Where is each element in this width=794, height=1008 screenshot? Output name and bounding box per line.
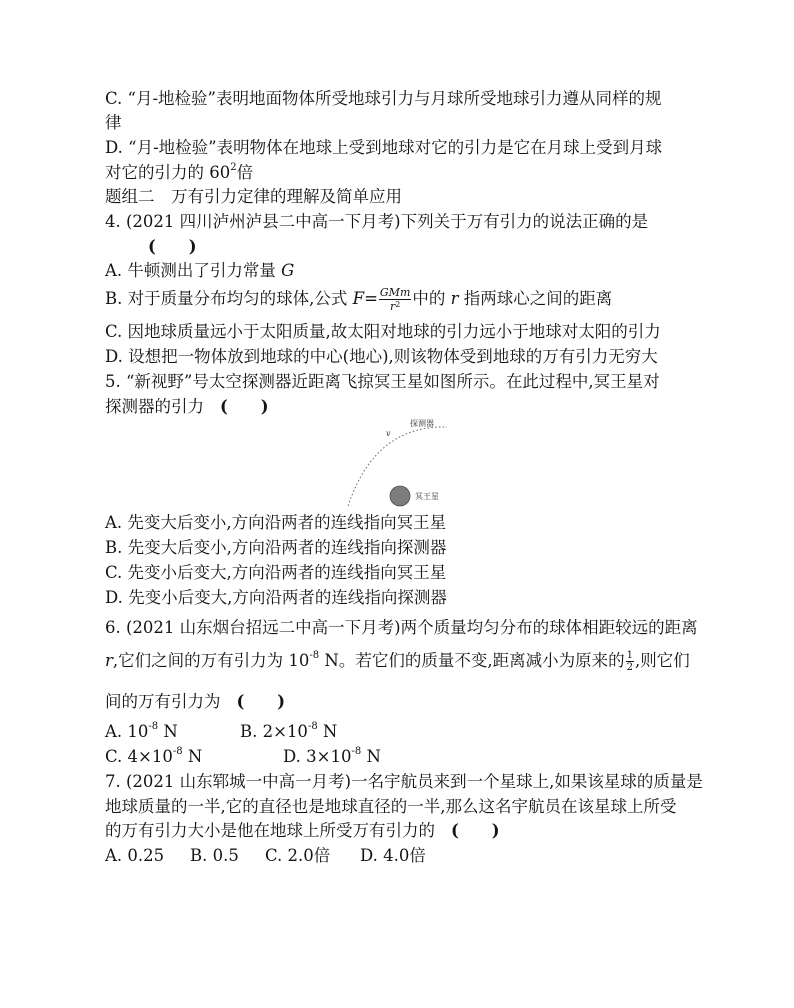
q6-answer-blank: ( ) bbox=[236, 692, 286, 711]
q4-fraction-denominator-exponent: 2 bbox=[395, 300, 401, 309]
q4-fraction-numerator: GMm bbox=[379, 286, 411, 299]
q7-answer-blank: ( ) bbox=[451, 821, 500, 840]
q3-option-d-exponent: 2 bbox=[230, 162, 237, 173]
q6-stem-text3: ,则它们 bbox=[634, 651, 690, 670]
q6-option-d-exponent: -8 bbox=[351, 746, 362, 757]
q4-answer-blank: ( ) bbox=[148, 237, 197, 256]
pluto-circle bbox=[390, 486, 410, 506]
q6-option-a-unit: N bbox=[158, 722, 178, 741]
q4-formula-fraction bbox=[379, 286, 411, 313]
q6-option-b-text: B. 2×10 bbox=[240, 722, 308, 741]
q6-fraction-numerator: 1 bbox=[626, 650, 633, 661]
q4-option-b-text-after: 指两球心之间的距离 bbox=[458, 289, 613, 308]
q4-option-d: D. 设想把一物体放到地球的中心(地心),则该物体受到地球的万有引力无穷大 bbox=[105, 347, 658, 366]
q5-stem-line1: 5. “新视野”号太空探测器近距离飞掠冥王星如图所示。在此过程中,冥王星对 bbox=[105, 372, 660, 391]
q6-option-c-text: C. 4×10 bbox=[105, 747, 173, 766]
q6-stem-line3 bbox=[105, 689, 285, 714]
flyby-diagram bbox=[330, 410, 470, 515]
q5-stem-text: 探测器的引力 bbox=[105, 397, 204, 416]
q5-option-a: A. 先变大后变小,方向沿两者的连线指向冥王星 bbox=[105, 513, 447, 532]
q6-option-b-exponent: -8 bbox=[307, 721, 318, 732]
q3-option-d-text: 对它的引力的 60 bbox=[105, 163, 231, 182]
q6-option-c-exponent: -8 bbox=[172, 746, 183, 757]
q6-stem-exponent: -8 bbox=[309, 650, 320, 661]
q6-stem-line1: 6. (2021 山东烟台招远二中高一下月考)两个质量均匀分布的球体相距较远的距离 bbox=[105, 618, 698, 637]
q4-formula-f: F bbox=[352, 289, 365, 308]
q6-option-b-unit: N bbox=[317, 722, 338, 741]
q4-option-b bbox=[105, 286, 612, 311]
q5-option-c: C. 先变小后变大,方向沿两者的连线指向冥王星 bbox=[105, 563, 447, 582]
q6-option-c-unit: N bbox=[182, 747, 203, 766]
q3-option-d-line2 bbox=[105, 160, 253, 185]
q4-option-c: C. 因地球质量远小于太阳质量,故太阳对地球的引力远小于地球对太阳的引力 bbox=[105, 322, 661, 341]
q6-symbol-r: r bbox=[105, 651, 113, 670]
q4-option-b-text-before: B. 对于质量分布均匀的球体,公式 bbox=[105, 289, 353, 308]
q6-option-c bbox=[105, 744, 202, 769]
section-heading: 题组二 万有引力定律的理解及简单应用 bbox=[105, 187, 402, 206]
q5-stem-line2 bbox=[105, 394, 269, 419]
q6-fraction-half bbox=[626, 650, 634, 673]
q6-option-a-text: A. 10 bbox=[105, 722, 149, 741]
q7-option-c: C. 2.0倍 bbox=[265, 846, 331, 865]
q7-stem-line2: 地球质量的一半,它的直径也是地球直径的一半,那么这名宇航员在该星球上所受 bbox=[105, 797, 677, 816]
q7-stem-line3 bbox=[105, 818, 500, 843]
q6-stem-line2 bbox=[105, 648, 690, 673]
q4-option-b-symbol-r: r bbox=[450, 289, 459, 308]
q6-option-b bbox=[240, 719, 337, 744]
q6-option-d bbox=[283, 744, 381, 769]
q3-option-d-line1: D. “月-地检验”表明物体在地球上受到地球对它的引力是它在月球上受到月球 bbox=[105, 138, 663, 157]
probe-label: 探测器 bbox=[410, 419, 434, 428]
q7-stem-line1: 7. (2021 山东郓城一中高一月考)一名宇航员来到一个星球上,如果该星球的质量是 bbox=[105, 772, 703, 791]
q5-answer-blank: ( ) bbox=[220, 397, 269, 416]
q6-fraction-denominator: 2 bbox=[626, 662, 633, 673]
q7-stem-text: 的万有引力大小是他在地球上所受万有引力的 bbox=[105, 821, 435, 840]
q4-option-a bbox=[105, 258, 294, 283]
q6-option-d-text: D. 3×10 bbox=[283, 747, 352, 766]
q4-stem: 4. (2021 四川泸州泸县二中高一下月考)下列关于万有引力的说法正确的是 bbox=[105, 212, 649, 231]
q7-option-a: A. 0.25 bbox=[105, 846, 165, 865]
q3-option-c-line2: 律 bbox=[105, 113, 122, 132]
q5-option-b: B. 先变大后变小,方向沿两者的连线指向探测器 bbox=[105, 538, 447, 557]
planet-label: 冥王星 bbox=[415, 492, 439, 501]
q6-stem-text2: N。若它们的质量不变,距离减小为原来的 bbox=[319, 651, 625, 670]
q4-fraction-denominator bbox=[379, 300, 411, 313]
q4-option-b-text-middle: 中的 bbox=[412, 289, 451, 308]
q4-formula-equals: = bbox=[364, 289, 378, 308]
q6-option-d-unit: N bbox=[361, 747, 381, 766]
q7-option-d: D. 4.0倍 bbox=[360, 846, 426, 865]
q6-stem-text1: ,它们之间的万有引力为 10 bbox=[112, 651, 310, 670]
q4-fraction-denominator-r: r bbox=[389, 300, 396, 313]
q6-stem-text: 间的万有引力为 bbox=[105, 692, 221, 711]
q6-option-a bbox=[105, 719, 178, 744]
q4-option-a-symbol: G bbox=[281, 261, 295, 280]
q6-option-a-exponent: -8 bbox=[148, 721, 159, 732]
q3-option-d-suffix: 倍 bbox=[236, 163, 254, 182]
velocity-label: v bbox=[386, 429, 391, 438]
q7-option-b: B. 0.5 bbox=[190, 846, 239, 865]
q5-option-d: D. 先变小后变大,方向沿两者的连线指向探测器 bbox=[105, 588, 447, 607]
q4-option-a-text: A. 牛顿测出了引力常量 bbox=[105, 261, 282, 280]
q3-option-c-line1: C. “月-地检验”表明地面物体所受地球引力与月球所受地球引力遵从同样的规 bbox=[105, 89, 662, 108]
